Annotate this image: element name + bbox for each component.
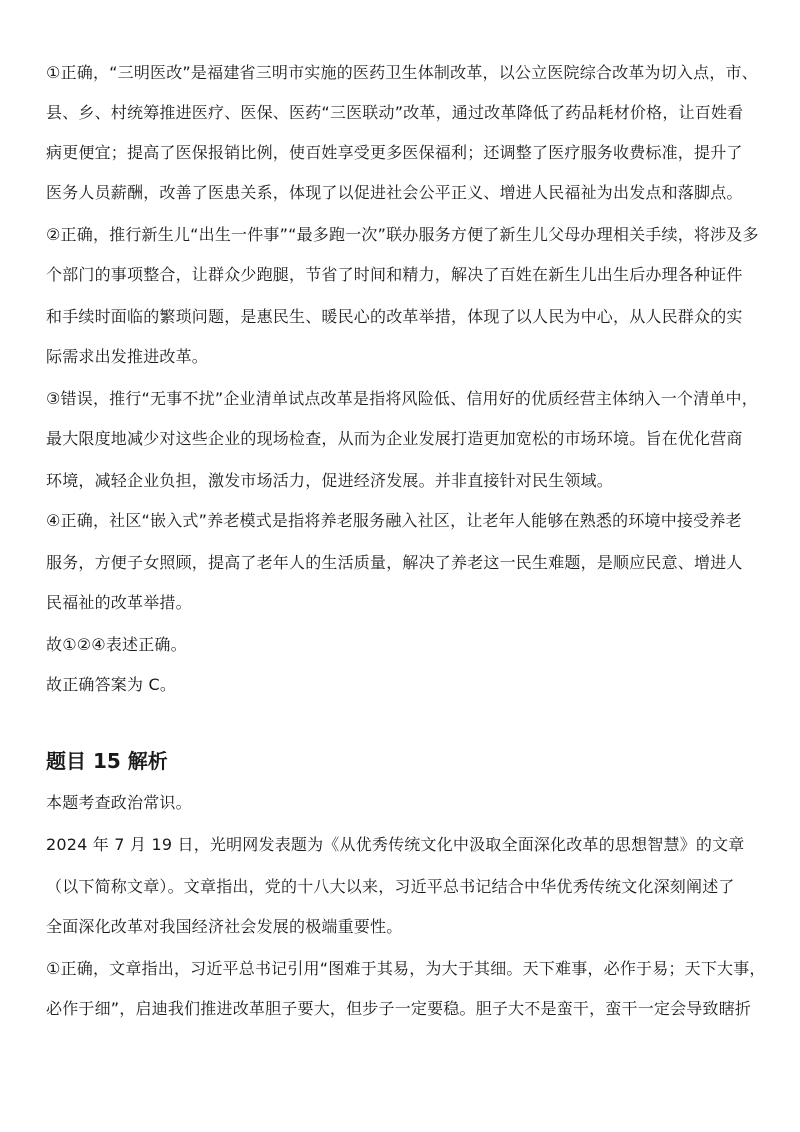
paragraph-line: 环境，减轻企业负担，激发市场活力，促进经济发展。并非直接针对民生领域。 bbox=[46, 471, 614, 490]
paragraph-line: 必作于细”，启迪我们推进改革胆子要大，但步子一定要稳。胆子大不是蛮干，蛮干一定会导致瞎折 bbox=[46, 999, 752, 1018]
paragraph-line: 医务人员薪酬，改善了医患关系，体现了以促进社会公平正义、增进人民福祉为出发点和落脚点。 bbox=[46, 183, 743, 202]
paragraph-line: 全面深化改革对我国经济社会发展的极端重要性。 bbox=[46, 917, 403, 936]
paragraph-line: 民福祉的改革举措。 bbox=[46, 593, 192, 612]
paragraph-line: 际需求出发推进改革。 bbox=[46, 347, 209, 366]
paragraph-line: 故①②④表述正确。 bbox=[46, 635, 187, 654]
paragraph-line: ①正确，文章指出，习近平总书记引用“图难于其易，为大于其细。天下难事，必作于易；天下大事， bbox=[46, 959, 766, 978]
paragraph-line: 服务，方便子女照顾，提高了老年人的生活质量，解决了养老这一民生难题，是顺应民意、增进人 bbox=[46, 553, 743, 572]
paragraph-line: 最大限度地减少对这些企业的现场检查，从而为企业发展打造更加宽松的市场环境。旨在优化营商 bbox=[46, 429, 743, 448]
paragraph-line: （以下简称文章）。文章指出，党的十八大以来，习近平总书记结合中华优秀传统文化深刻阐述了 bbox=[46, 877, 735, 896]
paragraph-line: 病更便宜；提高了医保报销比例，使百姓享受更多医保福利；还调整了医疗服务收费标准，提升了 bbox=[46, 143, 743, 162]
paragraph-line: 本题考查政治常识。 bbox=[46, 793, 192, 812]
paragraph-line: 2024 年 7 月 19 日，光明网发表题为《从优秀传统文化中汲取全面深化改革的思想智慧》的文章 bbox=[46, 835, 745, 854]
section-heading: 题目 15 解析 bbox=[46, 749, 168, 773]
paragraph-line: ②正确，推行新生儿“出生一件事”“最多跑一次”联办服务方便了新生儿父母办理相关手续，将涉及多 bbox=[46, 225, 759, 244]
paragraph-line: 和手续时面临的繁琐问题，是惠民生、暖民心的改革举措，体现了以人民为中心，从人民群众的实 bbox=[46, 307, 743, 326]
paragraph-line: 县、乡、村统筹推进医疗、医保、医药“三医联动”改革，通过改革降低了药品耗材价格，让百姓看 bbox=[46, 103, 744, 122]
paragraph-line: 个部门的事项整合，让群众少跑腿，节省了时间和精力，解决了百姓在新生儿出生后办理各种证件 bbox=[46, 265, 743, 284]
paragraph-line: ③错误，推行“无事不扰”企业清单试点改革是指将风险低、信用好的优质经营主体纳入一个清单中， bbox=[46, 389, 758, 408]
paragraph-line: ①正确，“三明医改”是福建省三明市实施的医药卫生体制改革，以公立医院综合改革为切入点，市、 bbox=[46, 63, 758, 82]
paragraph-line: 故正确答案为 C。 bbox=[46, 675, 177, 694]
paragraph-line: ④正确，社区“嵌入式”养老模式是指将养老服务融入社区，让老年人能够在熟悉的环境中接受养老 bbox=[46, 511, 742, 530]
